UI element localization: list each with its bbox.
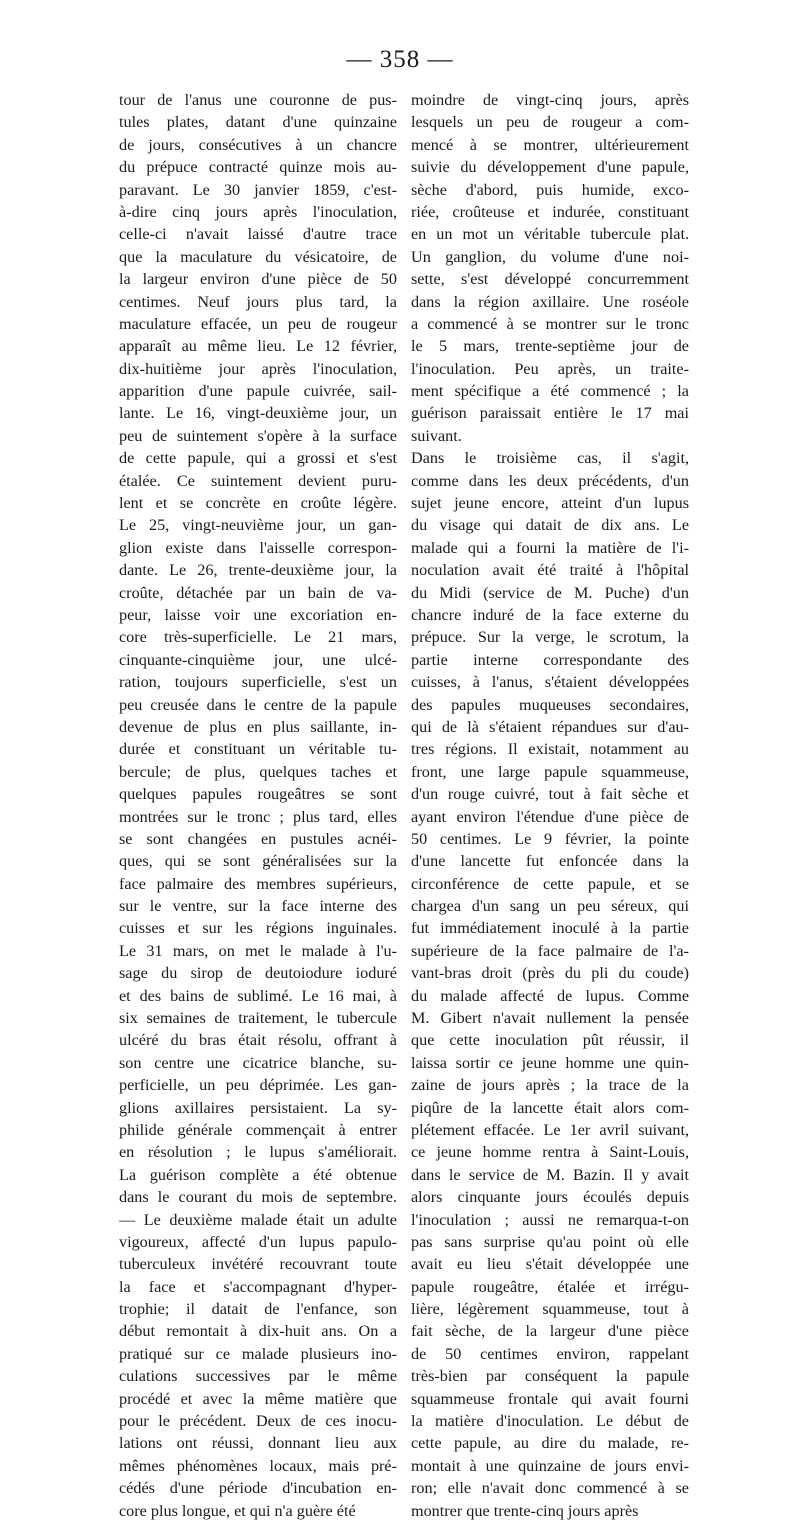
text-line: en un mot un véritable tubercule plat. (411, 225, 689, 244)
text-line: glion existe dans l'aisselle correspon- (119, 538, 397, 557)
text-line: piqûre de la lancette était alors com- (411, 1098, 689, 1117)
text-line: l'inoculation. Peu après, un traite- (411, 359, 689, 378)
text-line: croûte, détachée par un bain de va- (119, 583, 397, 602)
text-line: core plus longue, et qui n'a guère été (119, 1501, 356, 1520)
text-line: ration, toujours superficielle, s'est un (119, 673, 397, 692)
text-line: devenue de plus en plus saillante, in- (119, 717, 397, 736)
text-line: supérieure de la face palmaire de l'a- (411, 941, 689, 960)
right-column (411, 89, 689, 1522)
text-line: plétement effacée. Le 1er avril suivant, (411, 1120, 689, 1139)
text-line: du malade affecté de lupus. Comme (411, 986, 689, 1005)
text-line: du visage qui datait de dix ans. Le (411, 516, 689, 535)
text-line: avait eu lieu s'était développée une (411, 1255, 689, 1274)
text-line: ment spécifique a été commencé ; la (411, 382, 689, 401)
text-line: de 50 centimes environ, rappelant (411, 1344, 689, 1363)
text-line: Dans le troisième cas, il s'agit, (411, 449, 689, 468)
text-line: et des bains de sublimé. Le 16 mai, à (119, 986, 397, 1005)
text-line: la largeur environ d'une pièce de 50 (119, 270, 397, 289)
text-line: apparition d'une papule cuivrée, sail- (119, 382, 397, 401)
text-line: celle-ci n'avait laissé d'autre trace (119, 225, 397, 244)
text-line: peu creusée dans le centre de la papule (119, 695, 397, 714)
text-line: tules plates, datant d'une quinzaine (119, 113, 397, 132)
text-line: suivie du développement d'une papule, (411, 158, 689, 177)
text-line: dans le courant du mois de septembre. (119, 1188, 397, 1207)
text-line: comme dans les deux précédents, d'un (411, 471, 689, 490)
text-line: lent et se concrète en croûte légère. (119, 494, 397, 513)
text-line: lière, légèrement squammeuse, tout à (411, 1300, 689, 1319)
text-line: riée, croûteuse et indurée, constituant (411, 202, 689, 221)
text-line: des papules muqueuses secondaires, (411, 695, 689, 714)
text-line: mencé à se montrer, ultérieurement (411, 135, 689, 154)
text-line: sèche d'abord, puis humide, exco- (411, 180, 689, 199)
text-line: perficielle, un peu déprimée. Les gan- (119, 1076, 397, 1095)
text-line: squammeuse frontale qui avait fourni (411, 1389, 689, 1408)
text-line: à-dire cinq jours après l'inoculation, (119, 202, 397, 221)
text-line: zaine de jours après ; la trace de la (411, 1076, 689, 1095)
text-line: 50 centimes. Le 9 février, la pointe (411, 829, 689, 848)
text-line: pratiqué sur ce malade plusieurs ino- (119, 1344, 397, 1363)
text-line: M. Gibert n'avait nullement la pensée (411, 1009, 689, 1028)
text-line: dix-huitième jour après l'inoculation, (119, 359, 397, 378)
text-line: centimes. Neuf jours plus tard, la (119, 292, 397, 311)
text-line: face palmaire des membres supérieurs, (119, 874, 397, 893)
text-line: durée et constituant un véritable tu- (119, 740, 397, 759)
text-line: chargea d'un sang un peu séreux, qui (411, 897, 689, 916)
text-line: étalée. Ce suintement devient puru- (119, 471, 397, 490)
text-line: La guérison complète a été obtenue (119, 1165, 397, 1184)
text-line: tres régions. Il existait, notamment au (411, 740, 689, 759)
text-line: de cette papule, qui a grossi et s'est (119, 449, 397, 468)
text-line: que la maculature du vésicatoire, de (119, 247, 397, 266)
text-line: peu de suintement s'opère à la surface (119, 426, 397, 445)
text-line: prépuce. Sur la verge, le scrotum, la (411, 628, 689, 647)
text-line: se sont changées en pustules acnéi- (119, 829, 397, 848)
text-line: fut immédiatement inoculé à la partie (411, 919, 689, 938)
text-line: ron; elle n'avait donc commencé à se (411, 1479, 689, 1498)
text-line: l'inoculation ; aussi ne remarqua-t-on (411, 1210, 689, 1229)
text-line: Un ganglion, du volume d'une noi- (411, 247, 689, 266)
text-line: sur le ventre, sur la face interne des (119, 897, 397, 916)
text-line: vant-bras droit (près du pli du coude) (411, 964, 689, 983)
text-line: du prépuce contracté quinze mois au- (119, 158, 397, 177)
text-line: a commencé à se montrer sur le tronc (411, 314, 689, 333)
text-line: en résolution ; le lupus s'améliorait. (119, 1143, 397, 1162)
text-line: ayant environ l'étendue d'une pièce de (411, 807, 689, 826)
text-line: lante. Le 16, vingt-deuxième jour, un (119, 404, 397, 423)
text-line: — Le deuxième malade était un adulte (119, 1210, 397, 1229)
text-line: sage du sirop de deutoiodure ioduré (119, 964, 397, 983)
left-column (119, 89, 397, 1522)
text-line: la face et s'accompagnant d'hyper- (119, 1277, 397, 1296)
page-number: — 358 — (346, 46, 454, 73)
text-line: fait sèche, de la largeur d'une pièce (411, 1322, 689, 1341)
text-line: d'une lancette fut enfoncée dans la (411, 852, 689, 871)
text-line: laissa sortir ce jeune homme une quin- (411, 1053, 689, 1072)
text-line: cuisses et sur les régions inguinales. (119, 919, 397, 938)
text-line: début remontait à dix-huit ans. On a (119, 1322, 397, 1341)
text-line: paravant. Le 30 janvier 1859, c'est- (119, 180, 397, 199)
text-line: Le 31 mars, on met le malade à l'u- (119, 941, 397, 960)
text-line: chancre induré de la face externe du (411, 605, 689, 624)
text-line: montrées sur le tronc ; plus tard, elles (119, 807, 397, 826)
text-line: cuisses, à l'anus, s'étaient développées (411, 673, 689, 692)
text-line: moindre de vingt-cinq jours, après (411, 91, 689, 109)
text-line: lesquels un peu de rougeur a com- (411, 113, 689, 132)
text-line: ce jeune homme rentra à Saint-Louis, (411, 1143, 689, 1162)
text-line: ques, qui se sont généralisées sur la (119, 852, 397, 871)
text-line: six semaines de traitement, le tubercule (119, 1009, 397, 1028)
text-line: son centre une cicatrice blanche, su- (119, 1053, 397, 1072)
text-line: de jours, consécutives à un chancre (119, 135, 397, 154)
text-line: la matière d'inoculation. Le début de (411, 1412, 689, 1431)
text-line: guérison paraissait entière le 17 mai (411, 404, 689, 423)
text-line: apparaît au même lieu. Le 12 février, (119, 337, 397, 356)
text-line: sette, s'est développé concurremment (411, 270, 689, 289)
text-line: vigoureux, affecté d'un lupus papulo- (119, 1232, 397, 1251)
text-line: très-bien par conséquent la papule (411, 1367, 689, 1386)
text-line: papule rougeâtre, étalée et irrégu- (411, 1277, 689, 1296)
text-line: maculature effacée, un peu de rougeur (119, 314, 397, 333)
text-line: le 5 mars, trente-septième jour de (411, 337, 689, 356)
text-line: dans le service de M. Bazin. Il y avait (411, 1165, 689, 1184)
text-line: montrer que trente-cinq jours après (411, 1501, 639, 1520)
text-line: peur, laisse voir une excoriation en- (119, 605, 397, 624)
text-line: dante. Le 26, trente-deuxième jour, la (119, 561, 397, 580)
text-line: procédé et avec la même matière que (119, 1389, 397, 1408)
text-line: montait à une quinzaine de jours envi- (411, 1456, 689, 1475)
text-line: ulcéré du bras était résolu, offrant à (119, 1031, 397, 1050)
text-line: trophie; il datait de l'enfance, son (119, 1300, 397, 1319)
text-line: mêmes phénomènes locaux, mais pré- (119, 1456, 397, 1475)
text-line: qui de là s'étaient répandues sur d'au- (411, 717, 689, 736)
text-line: core très-superficielle. Le 21 mars, (119, 628, 397, 647)
text-line: tour de l'anus une couronne de pus- (119, 91, 397, 109)
text-line: que cette inoculation pût réussir, il (411, 1031, 689, 1050)
text-line: suivant. (411, 426, 462, 445)
text-line: pour le précédent. Deux de ces inocu- (119, 1412, 397, 1431)
text-line: quelques papules rougeâtres se sont (119, 785, 397, 804)
text-line: front, une large papule squammeuse, (411, 762, 689, 781)
text-line: tuberculeux invétéré recouvrant toute (119, 1255, 397, 1274)
text-line: partie interne correspondante des (411, 650, 689, 669)
text-line: culations successives par le même (119, 1367, 397, 1386)
text-line: du Midi (service de M. Puche) d'un (411, 583, 689, 602)
text-line: lations ont réussi, donnant lieu aux (119, 1434, 397, 1453)
text-line: d'un rouge cuivré, tout à fait sèche et (411, 785, 689, 804)
text-line: cette papule, au dire du malade, re- (411, 1434, 689, 1453)
text-line: cédés d'une période d'incubation en- (119, 1479, 397, 1498)
text-line: pas sans surprise qu'au point où elle (411, 1232, 689, 1251)
text-line: philide générale commençait à entrer (119, 1120, 397, 1139)
text-line: circonférence de cette papule, et se (411, 874, 689, 893)
text-line: malade qui a fourni la matière de l'i- (411, 538, 689, 557)
text-line: noculation avait été traité à l'hôpital (411, 561, 689, 580)
text-line: alors cinquante jours écoulés depuis (411, 1188, 689, 1207)
text-line: bercule; de plus, quelques taches et (119, 762, 397, 781)
text-line: Le 25, vingt-neuvième jour, un gan- (119, 516, 397, 535)
text-line: dans la région axillaire. Une roséole (411, 292, 689, 311)
text-line: cinquante-cinquième jour, une ulcé- (119, 650, 397, 669)
text-line: glions axillaires persistaient. La sy- (119, 1098, 397, 1117)
text-line: sujet jeune encore, atteint d'un lupus (411, 494, 689, 513)
